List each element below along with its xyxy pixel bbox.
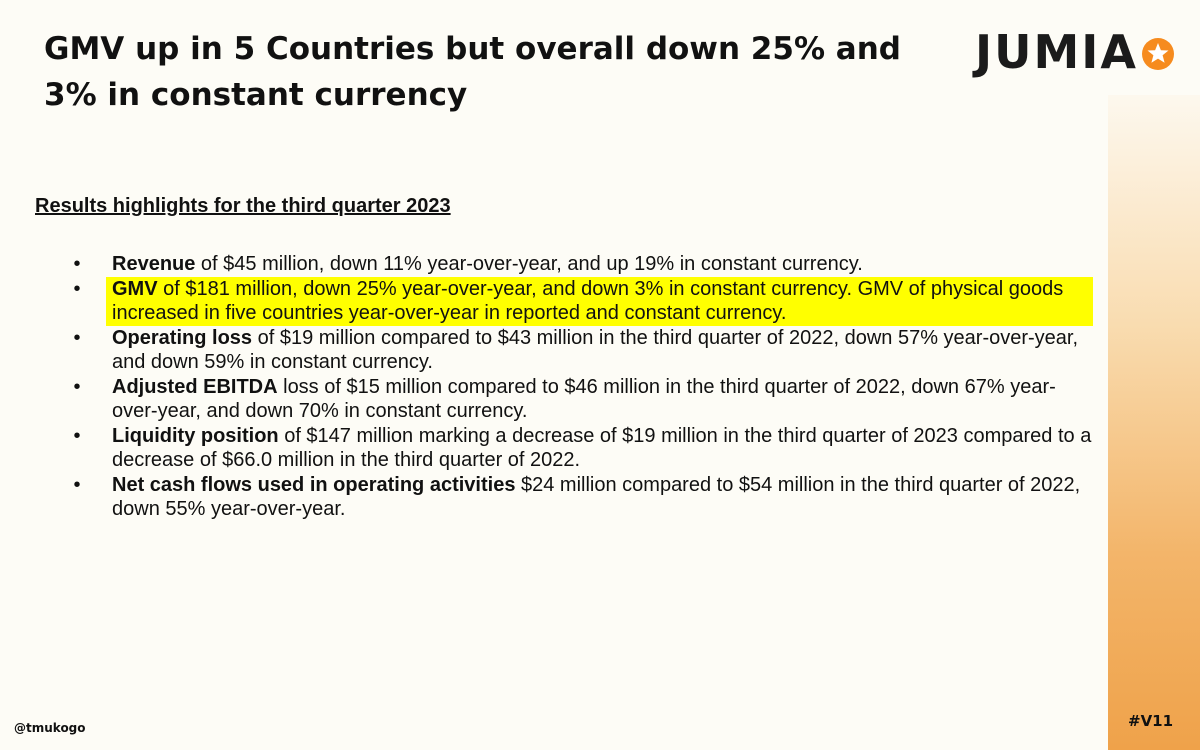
section-heading: Results highlights for the third quarter 2023 [35, 195, 451, 217]
bullet-dot: • [73, 277, 81, 300]
bullet-dot: • [73, 375, 81, 398]
logo-text: JUMIA [975, 25, 1138, 79]
star-icon [1141, 37, 1175, 71]
list-item [70, 252, 1100, 277]
bullet-dot: • [73, 326, 81, 349]
bullet-term: Revenue [112, 253, 196, 275]
bullet-text: of $45 million, down 11% year-over-year, and up 19% in constant currency. [195, 253, 863, 275]
highlights-list [70, 252, 1100, 522]
bullet-term: Adjusted EBITDA [112, 375, 278, 398]
list-item [70, 424, 1100, 473]
list-item [70, 375, 1100, 424]
bullet-text: of $19 million compared to $43 million in the third quarter of 2022, down 57% year-over-year, and down 59% in constant currency. [112, 326, 1079, 373]
list-item [70, 326, 1100, 375]
bullet-term: Net cash flows used in operating activities [112, 473, 516, 496]
jumia-logo [975, 25, 1175, 79]
bullet-text: loss of $15 million compared to $46 million in the third quarter of 2022, down 67% year-over-year, and down 70% in constant currency. [112, 375, 1056, 422]
bullet-text: of $181 million, down 25% year-over-year, and down 3% in constant currency. GMV of physical goods increased in five countries year-over-year in reported and constant currency. [112, 277, 1064, 324]
bullet-dot: • [73, 424, 81, 447]
bullet-dot: • [73, 253, 81, 275]
bullet-term: Liquidity position [112, 424, 279, 447]
orange-gradient-band [1108, 95, 1200, 750]
author-handle: @tmukogo [14, 721, 86, 735]
bullet-term: Operating loss [112, 326, 253, 349]
slide-title: GMV up in 5 Countries but overall down 25% and 3% in constant currency [44, 31, 901, 113]
version-tag: #V11 [1128, 712, 1174, 730]
bullet-term: GMV [112, 277, 158, 300]
bullet-dot: • [73, 473, 81, 496]
list-item [70, 473, 1100, 522]
list-item-highlighted [70, 277, 1100, 326]
bullet-text: $24 million compared to $54 million in the third quarter of 2022, down 55% year-over-year. [112, 473, 1081, 520]
bullet-text: of $147 million marking a decrease of $19 million in the third quarter of 2023 compared to a decrease of $66.0 million in the third quarter of 2022. [112, 424, 1092, 471]
